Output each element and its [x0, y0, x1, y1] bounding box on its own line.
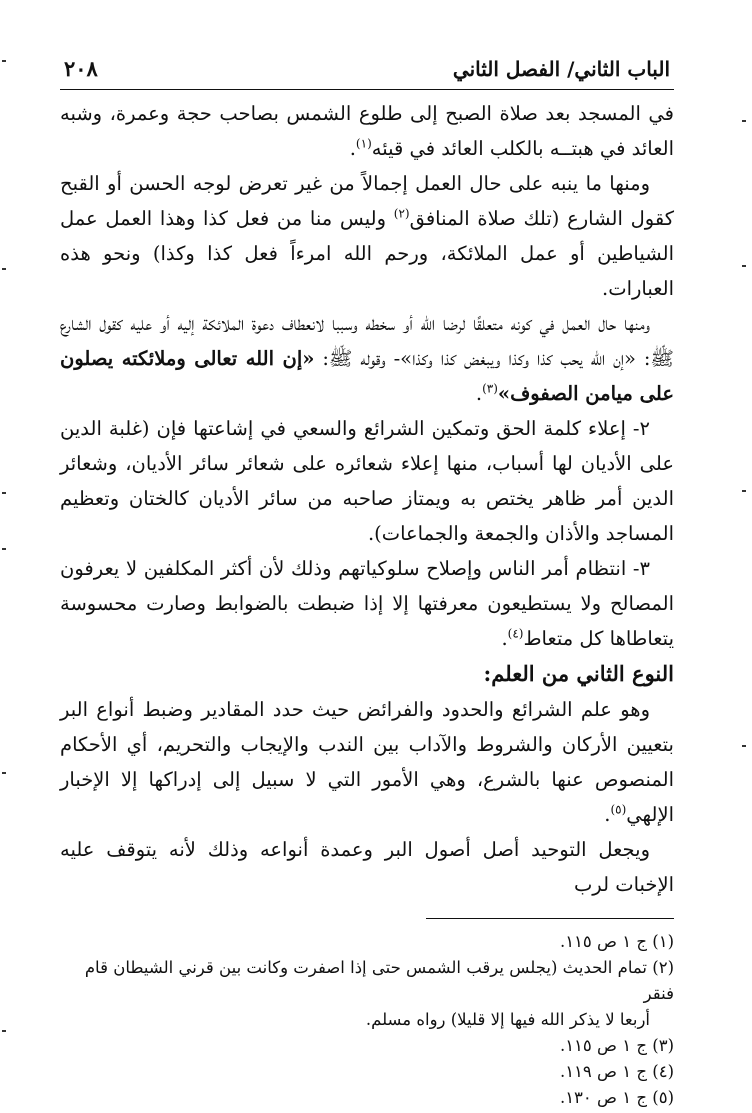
- paragraph-end: .: [501, 627, 508, 650]
- footnote: (٢) تمام الحديث (يجلس يرقب الشمس حتى إذا اصفرت وكانت بين قرني الشيطان قام فنقر: [84, 958, 674, 1003]
- paragraph-text: ومنها حال العمل في كونه متعلقًا لرضا الله أو سخطه وسببا لانعطاف دعوة الملائكة إليه أو عليه كقول الشارع ﷺ: «إن الله يحب كذا وكذا ويبغض كذا وكذا»- وقوله ﷺ:: [60, 312, 674, 370]
- margin-mark: [742, 120, 746, 122]
- margin-mark: [742, 490, 746, 492]
- footnote-ref[interactable]: (٥): [610, 802, 627, 817]
- margin-mark: [2, 60, 6, 62]
- footnote-divider: [426, 918, 674, 919]
- footnote-continuation: أربعا لا يذكر الله فيها إلا قليلا) رواه مسلم.: [365, 1010, 650, 1029]
- paragraph: [60, 96, 674, 166]
- book-page: [60, 52, 674, 1111]
- paragraph: [60, 551, 674, 656]
- hadith-quote: «إن الله تعالى وملائكته يصلون على ميامن الصفوف»: [60, 347, 674, 405]
- margin-mark: [2, 548, 6, 550]
- margin-mark: [742, 745, 746, 747]
- paragraph-text: وليس منا من فعل كذا وهذا العمل عمل الشياطين أو عمل الملائكة، ورحم الله امرءاً فعل كذا وكذا) ونحو هذه العبارات.: [60, 207, 674, 300]
- paragraph: ٢- إعلاء كلمة الحق وتمكين الشرائع والسعي في إشاعتها فإن (غلبة الدين على الأديان لها أسباب، منها إعلاء شعائره على شعائر سائر الأديان، وشعائر الدين أمر ظاهر يختص به ويمتاز صاحبه من سائر الأديان كالختان وتعظيم المساجد والأذان والجمعة والجماعات).: [60, 417, 674, 545]
- paragraph: ويجعل التوحيد أصل أصول البر وعمدة أنواعه وذلك لأنه يتوقف عليه الإخبات لرب: [60, 838, 674, 896]
- margin-mark: [2, 1030, 6, 1032]
- paragraph-text: ومنها ما ينبه على حال العمل إجمالاً من غير تعرض لوجه الحسن أو القبح كقول الشارع (تلك صلاة المنافق: [60, 172, 674, 230]
- paragraph-text: وهو علم الشرائع والحدود والفرائض حيث حدد المقادير وضبط أنواع البر بتعيين الأركان والشروط والآداب بين الندب والإيجاب والتحريم، أي الأحكام المنصوص عنها بالشرع، وهي الأمور التي لا سبيل إلى إدراكها إلا الإخبار الإلهي: [60, 698, 674, 826]
- chapter-title: الباب الثاني/ الفصل الثاني: [452, 57, 670, 81]
- paragraph: [60, 306, 674, 411]
- paragraph-text: ٣- انتظام أمر الناس وإصلاح سلوكياتهم وذلك لأن أكثر المكلفين لا يعرفون المصالح ولا يستطيعون معرفتها إلا إذا ضبطت بالضوابط وصارت محسوسة يتعاطاها كل متعاط: [60, 557, 674, 650]
- footnote-ref[interactable]: (٤): [507, 626, 524, 641]
- margin-mark: [2, 492, 6, 494]
- running-header: [60, 52, 674, 90]
- footnote-ref[interactable]: (٢): [393, 206, 410, 221]
- paragraph: [60, 692, 674, 832]
- footnote: (٥) ج ١ ص ١٣٠.: [559, 1088, 674, 1107]
- page-number: ٢٠٨: [64, 56, 98, 81]
- paragraph-end: .: [349, 137, 356, 160]
- section-heading: النوع الثاني من العلم:: [483, 661, 674, 686]
- footnote-ref[interactable]: (١): [355, 136, 372, 151]
- margin-mark: [2, 268, 6, 270]
- paragraph-end: .: [604, 803, 611, 826]
- paragraph: [60, 166, 674, 306]
- paragraph-end: .: [475, 382, 483, 405]
- footnotes: [60, 929, 674, 1111]
- paragraph-text: في المسجد بعد صلاة الصبح إلى طلوع الشمس بصاحب حجة وعمرة، وشبه العائد في هبتــه بالكلب العائد في قيئه: [60, 102, 674, 160]
- body-text: [60, 96, 674, 902]
- margin-mark: [2, 772, 6, 774]
- footnote: (٣) ج ١ ص ١١٥.: [559, 1036, 674, 1055]
- footnote-ref[interactable]: (٣): [482, 381, 498, 396]
- margin-mark: [742, 265, 746, 267]
- footnote: (١) ج ١ ص ١١٥.: [559, 932, 674, 951]
- footnote: (٤) ج ١ ص ١١٩.: [559, 1062, 674, 1081]
